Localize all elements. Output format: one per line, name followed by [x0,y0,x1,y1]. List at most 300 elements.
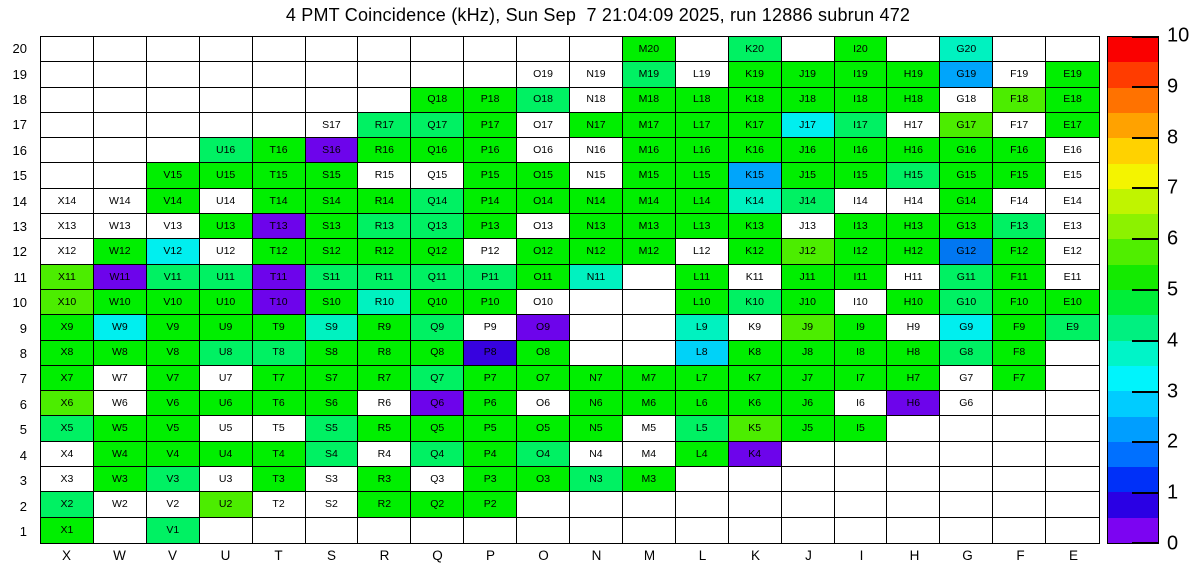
cell-empty-S20 [306,37,359,62]
cell-T8: T8 [253,341,306,366]
cell-R17: R17 [358,113,411,138]
cell-T14: T14 [253,189,306,214]
cell-L11: L11 [676,265,729,290]
cell-M7: M7 [623,366,676,391]
cell-I17: I17 [835,113,888,138]
cell-T4: T4 [253,442,306,467]
cell-empty-X16 [41,138,94,163]
cell-empty-E20 [1046,37,1099,62]
column-label-T: T [274,548,283,563]
cell-empty-I2 [835,492,888,517]
cell-empty-U20 [200,37,253,62]
cell-empty-E8 [1046,341,1099,366]
cell-empty-H1 [887,518,940,543]
cell-X8: X8 [41,341,94,366]
cell-P13: P13 [464,214,517,239]
cell-K15: K15 [729,163,782,188]
colorbar-tick-label-0: 0 [1167,532,1179,555]
cell-P5: P5 [464,416,517,441]
cell-empty-E4 [1046,442,1099,467]
cell-S4: S4 [306,442,359,467]
column-label-Q: Q [432,548,443,563]
cell-M13: M13 [623,214,676,239]
cell-N7: N7 [570,366,623,391]
cell-F14: F14 [993,189,1046,214]
cell-L5: L5 [676,416,729,441]
row-label-20: 20 [12,41,27,57]
cell-I18: I18 [835,88,888,113]
cell-E11: E11 [1046,265,1099,290]
cell-W10: W10 [94,290,147,315]
colorbar-band-0 [1108,518,1158,543]
cell-empty-R19 [358,62,411,87]
cell-I10: I10 [835,290,888,315]
cell-N6: N6 [570,391,623,416]
cell-X3: X3 [41,467,94,492]
cell-empty-N20 [570,37,623,62]
cell-empty-X19 [41,62,94,87]
cell-T10: T10 [253,290,306,315]
cell-X7: X7 [41,366,94,391]
cell-J12: J12 [782,239,835,264]
cell-K14: K14 [729,189,782,214]
colorbar-band-2 [1108,467,1158,492]
colorbar-band-13 [1108,189,1158,214]
cell-V9: V9 [147,315,200,340]
colorbar-band-18 [1108,62,1158,87]
cell-J5: J5 [782,416,835,441]
cell-R13: R13 [358,214,411,239]
cell-S5: S5 [306,416,359,441]
cell-F8: F8 [993,341,1046,366]
cell-empty-O1 [517,518,570,543]
cell-U9: U9 [200,315,253,340]
cell-empty-V19 [147,62,200,87]
cell-M18: M18 [623,88,676,113]
row-label-12: 12 [12,244,27,260]
cell-empty-X20 [41,37,94,62]
column-label-F: F [1016,548,1025,563]
cell-empty-N9 [570,315,623,340]
cell-O6: O6 [517,391,570,416]
cell-T13: T13 [253,214,306,239]
cell-L6: L6 [676,391,729,416]
cell-Q9: Q9 [411,315,464,340]
cell-empty-K1 [729,518,782,543]
cell-empty-J2 [782,492,835,517]
cell-U8: U8 [200,341,253,366]
cell-F15: F15 [993,163,1046,188]
cell-V2: V2 [147,492,200,517]
cell-Q11: Q11 [411,265,464,290]
cell-P6: P6 [464,391,517,416]
cell-empty-S18 [306,88,359,113]
cell-R4: R4 [358,442,411,467]
cell-V14: V14 [147,189,200,214]
cell-Q18: Q18 [411,88,464,113]
colorbar-band-7 [1108,341,1158,366]
row-label-4: 4 [19,447,27,463]
cell-P12: P12 [464,239,517,264]
cell-K20: K20 [729,37,782,62]
cell-P14: P14 [464,189,517,214]
cell-I19: I19 [835,62,888,87]
cell-M6: M6 [623,391,676,416]
cell-L12: L12 [676,239,729,264]
cell-empty-T19 [253,62,306,87]
cell-S12: S12 [306,239,359,264]
cell-G6: G6 [940,391,993,416]
cell-O17: O17 [517,113,570,138]
cell-N17: N17 [570,113,623,138]
cell-empty-P20 [464,37,517,62]
cell-N15: N15 [570,163,623,188]
cell-W8: W8 [94,341,147,366]
cell-empty-L20 [676,37,729,62]
cell-J9: J9 [782,315,835,340]
cell-empty-T17 [253,113,306,138]
cell-L17: L17 [676,113,729,138]
cell-K11: K11 [729,265,782,290]
cell-empty-U17 [200,113,253,138]
cell-R10: R10 [358,290,411,315]
chart-title: 4 PMT Coincidence (kHz), Sun Sep 7 21:04:09 2025, run 12886 subrun 472 [285,5,911,25]
cell-S7: S7 [306,366,359,391]
cell-X14: X14 [41,189,94,214]
cell-empty-G4 [940,442,993,467]
colorbar-band-4 [1108,417,1158,442]
cell-T5: T5 [253,416,306,441]
cell-V15: V15 [147,163,200,188]
cell-T3: T3 [253,467,306,492]
cell-J8: J8 [782,341,835,366]
cell-empty-U1 [200,518,253,543]
column-axis [40,548,1100,566]
colorbar-tick-label-5: 5 [1167,278,1179,301]
row-label-14: 14 [12,193,27,209]
cell-L19: L19 [676,62,729,87]
column-label-R: R [379,548,390,563]
row-label-11: 11 [13,269,27,285]
colorbar-tick-label-6: 6 [1167,227,1179,250]
row-label-15: 15 [12,168,27,184]
cell-X5: X5 [41,416,94,441]
cell-V5: V5 [147,416,200,441]
cell-H14: H14 [887,189,940,214]
cell-empty-T1 [253,518,306,543]
cell-empty-E6 [1046,391,1099,416]
cell-R14: R14 [358,189,411,214]
cell-empty-L2 [676,492,729,517]
cell-M17: M17 [623,113,676,138]
cell-I12: I12 [835,239,888,264]
cell-H18: H18 [887,88,940,113]
cell-W2: W2 [94,492,147,517]
cell-empty-L3 [676,467,729,492]
column-label-E: E [1068,548,1078,563]
cell-empty-Q20 [411,37,464,62]
cell-L16: L16 [676,138,729,163]
cell-Q3: Q3 [411,467,464,492]
cell-R3: R3 [358,467,411,492]
cell-U7: U7 [200,366,253,391]
column-label-K: K [750,548,760,563]
cell-I9: I9 [835,315,888,340]
cell-empty-E3 [1046,467,1099,492]
cell-E16: E16 [1046,138,1099,163]
cell-W5: W5 [94,416,147,441]
cell-Q6: Q6 [411,391,464,416]
cell-empty-E1 [1046,518,1099,543]
row-label-7: 7 [19,371,27,387]
cell-X4: X4 [41,442,94,467]
cell-R16: R16 [358,138,411,163]
heatmap-grid [40,36,1100,544]
cell-U4: U4 [200,442,253,467]
cell-O11: O11 [517,265,570,290]
cell-empty-X17 [41,113,94,138]
cell-Q15: Q15 [411,163,464,188]
cell-U14: U14 [200,189,253,214]
cell-R7: R7 [358,366,411,391]
cell-U15: U15 [200,163,253,188]
cell-empty-T20 [253,37,306,62]
cell-U13: U13 [200,214,253,239]
cell-F19: F19 [993,62,1046,87]
cell-empty-V20 [147,37,200,62]
cell-O15: O15 [517,163,570,188]
cell-empty-R20 [358,37,411,62]
cell-V8: V8 [147,341,200,366]
cell-H19: H19 [887,62,940,87]
cell-K18: K18 [729,88,782,113]
cell-V4: V4 [147,442,200,467]
cell-K10: K10 [729,290,782,315]
column-label-W: W [113,548,126,563]
cell-I11: I11 [835,265,888,290]
colorbar-band-10 [1108,265,1158,290]
cell-E13: E13 [1046,214,1099,239]
cell-F12: F12 [993,239,1046,264]
cell-N4: N4 [570,442,623,467]
row-label-13: 13 [12,219,27,235]
cell-empty-F3 [993,467,1046,492]
cell-empty-J4 [782,442,835,467]
cell-empty-F5 [993,416,1046,441]
cell-M4: M4 [623,442,676,467]
cell-empty-R18 [358,88,411,113]
colorbar-band-19 [1108,37,1158,62]
cell-M5: M5 [623,416,676,441]
cell-Q7: Q7 [411,366,464,391]
cell-L14: L14 [676,189,729,214]
cell-empty-J20 [782,37,835,62]
cell-J11: J11 [782,265,835,290]
row-label-5: 5 [19,422,27,438]
cell-L13: L13 [676,214,729,239]
cell-S13: S13 [306,214,359,239]
cell-P7: P7 [464,366,517,391]
row-label-2: 2 [19,498,27,514]
cell-empty-H2 [887,492,940,517]
cell-F7: F7 [993,366,1046,391]
cell-empty-U19 [200,62,253,87]
colorbar-tick-label-2: 2 [1167,430,1179,453]
cell-U12: U12 [200,239,253,264]
cell-K9: K9 [729,315,782,340]
cell-P3: P3 [464,467,517,492]
cell-G13: G13 [940,214,993,239]
row-axis [0,36,33,544]
cell-F17: F17 [993,113,1046,138]
cell-empty-M10 [623,290,676,315]
cell-T6: T6 [253,391,306,416]
column-label-U: U [220,548,231,563]
cell-W12: W12 [94,239,147,264]
cell-G12: G12 [940,239,993,264]
cell-empty-F4 [993,442,1046,467]
cell-empty-H5 [887,416,940,441]
column-label-O: O [538,548,549,563]
colorbar-band-14 [1108,164,1158,189]
cell-empty-F20 [993,37,1046,62]
cell-Q13: Q13 [411,214,464,239]
cell-L10: L10 [676,290,729,315]
cell-K8: K8 [729,341,782,366]
cell-empty-V17 [147,113,200,138]
colorbar-tick-label-10: 10 [1167,24,1190,47]
cell-empty-G5 [940,416,993,441]
cell-V1: V1 [147,518,200,543]
column-label-S: S [326,548,336,563]
cell-empty-L1 [676,518,729,543]
cell-empty-G1 [940,518,993,543]
cell-empty-I3 [835,467,888,492]
cell-W9: W9 [94,315,147,340]
cell-empty-F6 [993,391,1046,416]
row-label-1: 1 [19,523,27,539]
cell-empty-Q19 [411,62,464,87]
cell-empty-V16 [147,138,200,163]
cell-empty-M9 [623,315,676,340]
cell-empty-G3 [940,467,993,492]
cell-H17: H17 [887,113,940,138]
row-label-6: 6 [19,396,27,412]
cell-empty-W19 [94,62,147,87]
cell-P15: P15 [464,163,517,188]
cell-S15: S15 [306,163,359,188]
cell-Q8: Q8 [411,341,464,366]
cell-H16: H16 [887,138,940,163]
cell-X11: X11 [41,265,94,290]
cell-empty-M8 [623,341,676,366]
cell-V12: V12 [147,239,200,264]
cell-empty-H3 [887,467,940,492]
cell-F11: F11 [993,265,1046,290]
cell-G19: G19 [940,62,993,87]
cell-R5: R5 [358,416,411,441]
cell-I7: I7 [835,366,888,391]
cell-W14: W14 [94,189,147,214]
cell-F13: F13 [993,214,1046,239]
colorbar-band-15 [1108,138,1158,163]
cell-E10: E10 [1046,290,1099,315]
cell-E18: E18 [1046,88,1099,113]
cell-empty-O20 [517,37,570,62]
colorbar-band-11 [1108,239,1158,264]
cell-X9: X9 [41,315,94,340]
cell-M14: M14 [623,189,676,214]
cell-O18: O18 [517,88,570,113]
cell-Q5: Q5 [411,416,464,441]
cell-T16: T16 [253,138,306,163]
cell-U11: U11 [200,265,253,290]
cell-X10: X10 [41,290,94,315]
cell-empty-G2 [940,492,993,517]
cell-S14: S14 [306,189,359,214]
cell-empty-S1 [306,518,359,543]
cell-R11: R11 [358,265,411,290]
cell-empty-W1 [94,518,147,543]
cell-H11: H11 [887,265,940,290]
colorbar-tick-label-8: 8 [1167,126,1179,149]
cell-O16: O16 [517,138,570,163]
cell-E14: E14 [1046,189,1099,214]
cell-H6: H6 [887,391,940,416]
column-label-G: G [962,548,973,563]
cell-X6: X6 [41,391,94,416]
cell-P16: P16 [464,138,517,163]
cell-empty-O2 [517,492,570,517]
cell-U16: U16 [200,138,253,163]
cell-V11: V11 [147,265,200,290]
cell-J17: J17 [782,113,835,138]
cell-empty-F1 [993,518,1046,543]
cell-empty-M2 [623,492,676,517]
cell-empty-N10 [570,290,623,315]
cell-empty-V18 [147,88,200,113]
cell-W11: W11 [94,265,147,290]
cell-empty-X15 [41,163,94,188]
cell-O3: O3 [517,467,570,492]
column-label-H: H [909,548,920,563]
cell-empty-I4 [835,442,888,467]
cell-empty-F2 [993,492,1046,517]
cell-G11: G11 [940,265,993,290]
cell-O8: O8 [517,341,570,366]
cell-empty-W20 [94,37,147,62]
cell-empty-Q1 [411,518,464,543]
cell-J13: J13 [782,214,835,239]
cell-empty-W15 [94,163,147,188]
cell-X12: X12 [41,239,94,264]
colorbar-tick-label-9: 9 [1167,75,1179,98]
cell-T2: T2 [253,492,306,517]
cell-O13: O13 [517,214,570,239]
cell-V6: V6 [147,391,200,416]
cell-empty-M1 [623,518,676,543]
cell-N5: N5 [570,416,623,441]
cell-G16: G16 [940,138,993,163]
cell-S3: S3 [306,467,359,492]
cell-R15: R15 [358,163,411,188]
cell-P4: P4 [464,442,517,467]
cell-T7: T7 [253,366,306,391]
cell-P10: P10 [464,290,517,315]
column-label-N: N [591,548,602,563]
cell-K12: K12 [729,239,782,264]
cell-empty-W16 [94,138,147,163]
